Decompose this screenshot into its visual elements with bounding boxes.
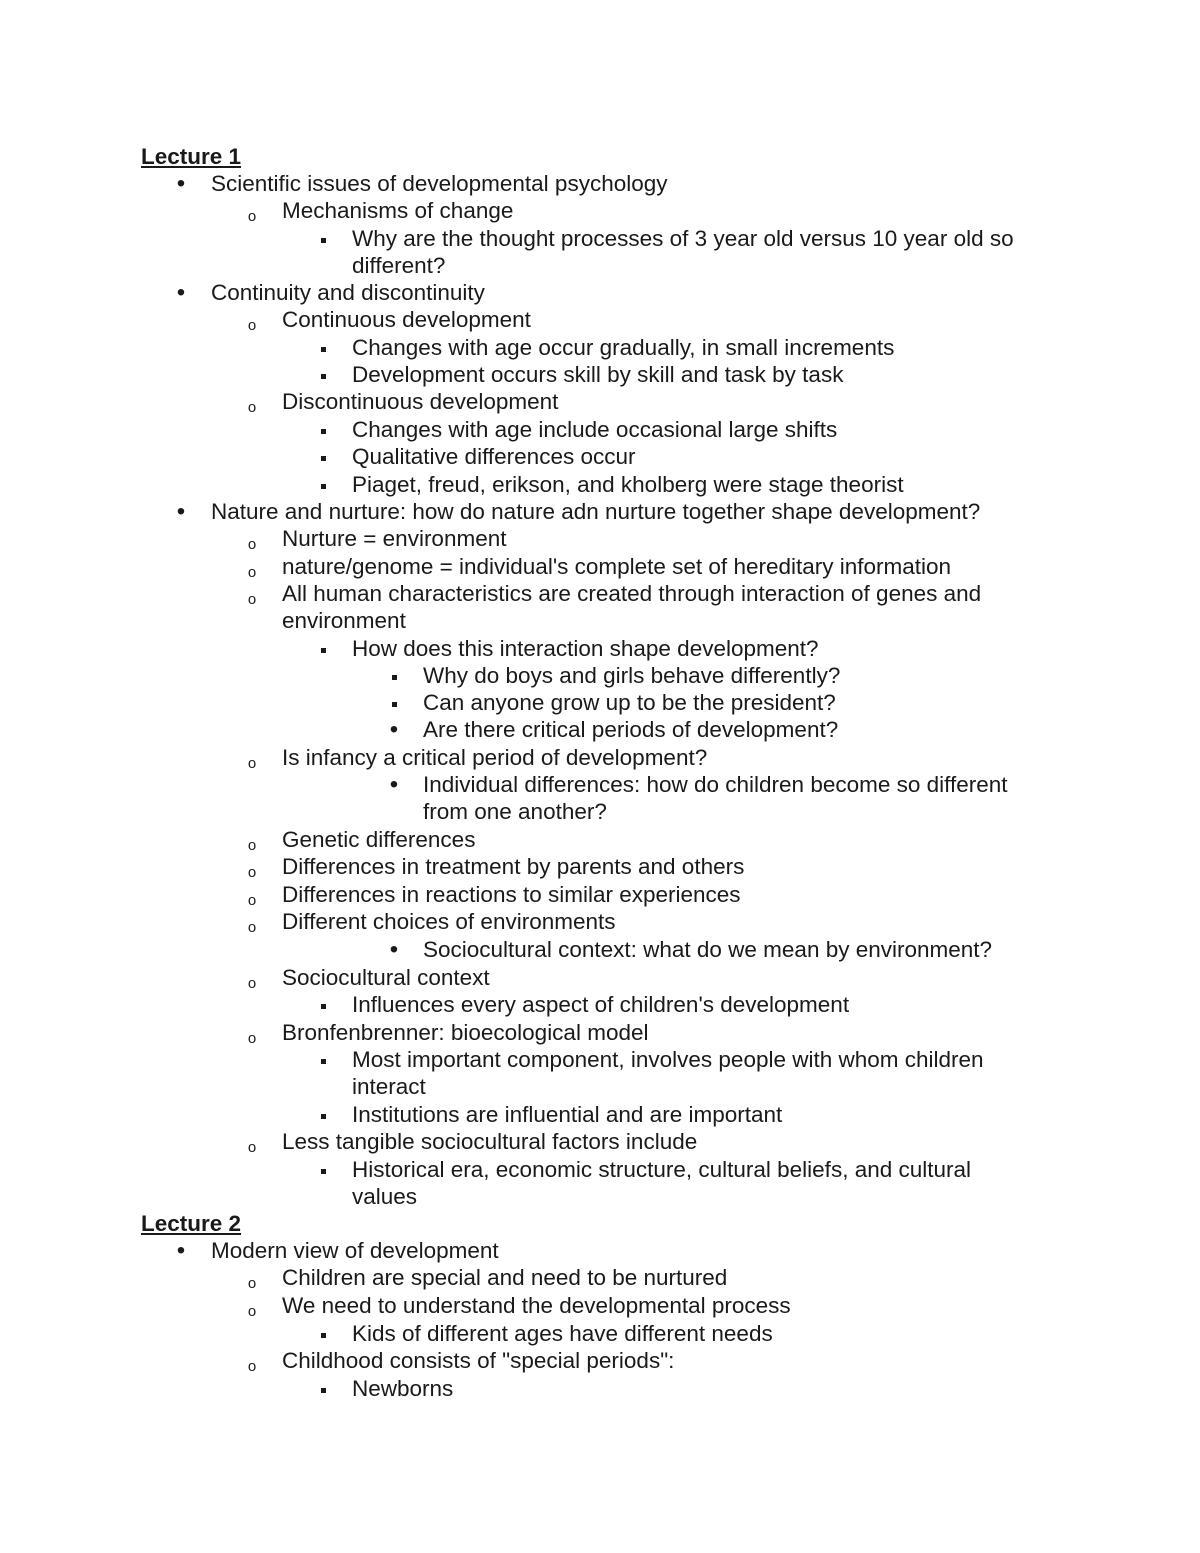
bullet-dot (387, 771, 401, 799)
list-item: All human characteristics are created through interaction of genes and (282, 581, 982, 606)
list-item: Why are the thought processes of 3 year old versus 10 year old so (352, 226, 1014, 251)
list-item: Discontinuous development (282, 389, 559, 414)
list-item-continuation: values (352, 1184, 418, 1209)
list-item: Development occurs skill by skill and task by task (352, 362, 844, 387)
lecture-1-heading: Lecture 1 (141, 144, 242, 169)
list-item: Childhood consists of "special periods": (282, 1348, 675, 1373)
bullet-circle (245, 1264, 259, 1295)
list-item: We need to understand the developmental process (282, 1293, 791, 1318)
bullet-circle (245, 388, 259, 419)
bullet-circle (245, 1128, 259, 1159)
list-item: Different choices of environments (282, 909, 616, 934)
list-item: Institutions are influential and are important (352, 1102, 783, 1127)
list-item: Changes with age include occasional large shifts (352, 417, 838, 442)
bullet-dot (387, 936, 401, 964)
list-item: Newborns (352, 1376, 454, 1401)
lecture-2-heading: Lecture 2 (141, 1211, 242, 1236)
bullet-square (316, 471, 330, 499)
bullet-square (316, 416, 330, 444)
list-item: Differences in reactions to similar experiences (282, 882, 741, 907)
bullet-circle (245, 525, 259, 556)
list-item-continuation: environment (282, 608, 406, 633)
bullet-square (316, 1046, 330, 1074)
bullet-circle (245, 1019, 259, 1050)
list-item-continuation: interact (352, 1074, 426, 1099)
bullet-circle (245, 197, 259, 228)
bullet-square (316, 991, 330, 1019)
bullet-square (387, 662, 401, 690)
list-item-continuation: from one another? (423, 799, 607, 824)
list-item: Changes with age occur gradually, in small increments (352, 335, 895, 360)
list-item: Mechanisms of change (282, 198, 514, 223)
bullet-square (316, 1320, 330, 1348)
list-item: Kids of different ages have different needs (352, 1321, 773, 1346)
bullet-dot (387, 716, 401, 744)
list-item: Modern view of development (211, 1238, 499, 1263)
list-item: Genetic differences (282, 827, 476, 852)
bullet-circle (245, 908, 259, 939)
list-item: Is infancy a critical period of development? (282, 745, 708, 770)
list-item: Differences in treatment by parents and others (282, 854, 745, 879)
list-item: Bronfenbrenner: bioecological model (282, 1020, 649, 1045)
list-item: Influences every aspect of children's development (352, 992, 850, 1017)
list-item: Less tangible sociocultural factors include (282, 1129, 698, 1154)
bullet-square (316, 1375, 330, 1403)
bullet-circle (245, 744, 259, 775)
bullet-square (316, 225, 330, 253)
list-item: Sociocultural context: what do we mean by environment? (423, 937, 993, 962)
list-item: Nurture = environment (282, 526, 507, 551)
list-item: Piaget, freud, erikson, and kholberg were stage theorist (352, 472, 904, 497)
list-item: Why do boys and girls behave differently? (423, 663, 841, 688)
bullet-dot (174, 1237, 188, 1265)
bullet-square (316, 334, 330, 362)
list-item: How does this interaction shape development? (352, 636, 819, 661)
bullet-circle (245, 1347, 259, 1378)
bullet-square (316, 1101, 330, 1129)
bullet-square (387, 689, 401, 717)
list-item: Continuity and discontinuity (211, 280, 485, 305)
bullet-dot (174, 279, 188, 307)
list-item: Are there critical periods of development? (423, 717, 839, 742)
bullet-dot (174, 170, 188, 198)
list-item: Nature and nurture: how do nature adn nurture together shape development? (211, 499, 981, 524)
list-item: Can anyone grow up to be the president? (423, 690, 836, 715)
bullet-circle (245, 964, 259, 995)
list-item-continuation: different? (352, 253, 446, 278)
bullet-circle (245, 853, 259, 884)
bullet-circle (245, 580, 259, 611)
list-item: Historical era, economic structure, cultural beliefs, and cultural (352, 1157, 972, 1182)
bullet-dot (174, 498, 188, 526)
list-item: Scientific issues of developmental psychology (211, 171, 668, 196)
list-item: Children are special and need to be nurtured (282, 1265, 728, 1290)
bullet-circle (245, 306, 259, 337)
bullet-square (316, 1156, 330, 1184)
list-item: Sociocultural context (282, 965, 490, 990)
list-item: Individual differences: how do children become so different (423, 772, 1008, 797)
bullet-square (316, 443, 330, 471)
list-item: Most important component, involves people with whom children (352, 1047, 984, 1072)
bullet-circle (245, 1292, 259, 1323)
bullet-square (316, 361, 330, 389)
list-item: nature/genome = individual's complete set of hereditary information (282, 554, 952, 579)
bullet-square (316, 635, 330, 663)
list-item: Continuous development (282, 307, 531, 332)
list-item: Qualitative differences occur (352, 444, 636, 469)
